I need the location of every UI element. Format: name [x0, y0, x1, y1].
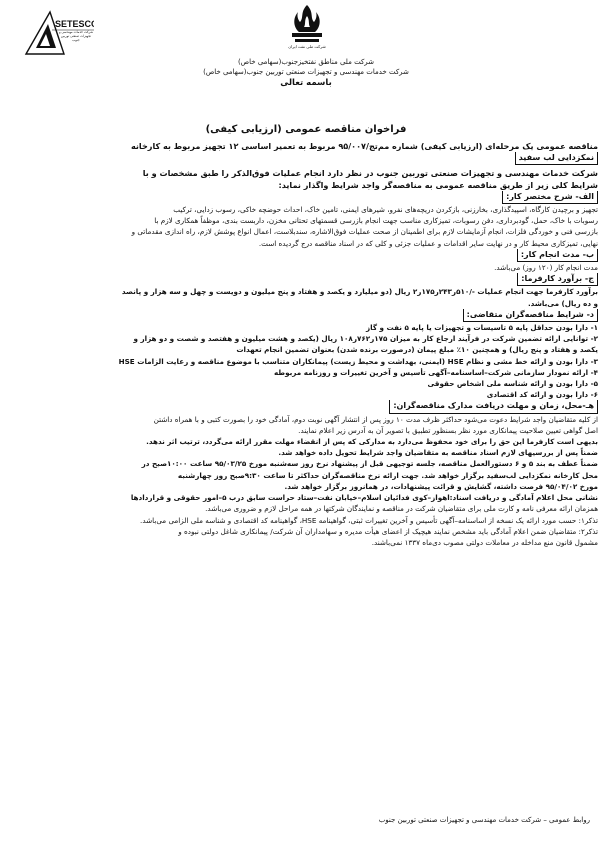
page-title: فراخوان مناقصه عمومی (ارزیابی کیفی): [205, 124, 407, 135]
address-line: همزمان ارائه معرفی نامه و کارت ملی برای متقاضیان شرکت در مناقصه و نمایندگان شرکتها در همه مراحل لازم و ضروری می‌باشد.: [205, 504, 598, 514]
section-d-item: ۵- دارا بودن و ارائه شناسه ملی اشخاص حقوقی: [427, 379, 598, 389]
tender-notice-page: [14, 0, 598, 843]
company-name-1: شرکت ملی مناطق نفتخیزجنوب(سهامی خاص): [237, 58, 375, 66]
section-b-title: ب- مدت انجام کار:: [14, 249, 598, 262]
section-d-item: ۴- ارائه نمودار سازمانی شرکت–اساسنامه–آگهی تأسیس و آخرین تغییرات و روزنامه مربوطه: [273, 367, 598, 377]
nioc-logo: [282, 2, 332, 50]
address-line: نشانی محل اعلام آمادگی و دریافت اسناد:اهواز–کوی فدائیان اسلام–خیابان نفت–ستاد حراست سابق درب ۵–امور حقوقی و قراردادها: [130, 493, 598, 503]
section-a-line: رسوبات با خاک، حمل، گودبرداری، دفن رسوبات، تمیزکاری مناسب جهت انجام بازرسی قسمتهای تحتانی مخزن، داربست بندی، موظفاً همکاری لازم با: [154, 216, 598, 226]
section-e-line: از کلیه متقاضیان واجد شرایط دعوت می‌شود حداکثر ظرف مدت ۱۰ روز پس از انتشار آگهی نوبت دوم، آمادگی خود را بصورت کتبی و با همراه داشتن: [153, 414, 598, 424]
section-e-line-2: مورخ ۹۵/۰۴/۰۲ فرصت داشته، گشایش و قرائت پیشنهادات، در همانروز برگزار خواهد شد.: [284, 481, 598, 491]
header: [14, 46, 598, 89]
flame-emblem-icon: [282, 2, 332, 50]
section-d-item: ۱- دارا بودن حداقل پایه ۵ تاسیسات و تجهیزات یا پایه ۵ نفت و گاز: [366, 323, 598, 333]
section-c-title: ج- برآورد کارفرما:: [14, 273, 598, 286]
note-line: تذکر۲: متقاضیان ضمن اعلام آمادگی باید مشخص نمایند هیچیک از اعضای هیأت مدیره و سهامداران آن شرکت/ پیمانکاری شاغل دولتی نبوده و: [178, 526, 598, 536]
section-c-line: برآورد کارفرما جهت انجام عملیات -/۵۱۰ر۲۴۳ر۱۷۵ر۲ ریال (دو میلیارد و یکصد و هفتاد و پنج میلیون و دویست و چهل و سه هزار و پانصد: [121, 287, 598, 297]
section-e-line-2: محل کارخانه نمکزدایی لب‌سفید برگزار خواهد شد. جهت ارائه نرخ مناقصه‌گران حداکثر تا ساعت ۹:۳۰صبح روز چهارشنبه: [177, 470, 598, 480]
section-e-bold-2: ضمناً پس از بررسیهای لازم اسناد مناقصه به متقاضیان واجد شرایط تحویل داده خواهد شد.: [278, 448, 598, 458]
footer-signature: روابط عمومی – شرکت خدمات مهندسی و تجهیزات صنعتی توربین جنوب: [378, 816, 590, 824]
section-e-bold-1: بدیهی است کارفرما این حق را برای خود محفوظ می‌دارد به مدارکی که پس از انقضاء مهلت مقرر ارائه می‌گردد، ترتیب اثر ندهد.: [146, 437, 598, 447]
section-d-item: ۳- دارا بودن و ارائه خط مشی و نظام HSE (ایمنی، بهداشت و محیط زیست) پیمانکاران متناسب با موضوع مناقصه و رعایت الزامات HSE: [118, 356, 598, 366]
section-e-line: اصل گواهی تعیین صلاحیت پیمانکاری مورد نظر بسنظور تطبیق با تصویر آن به آدرس زیر اعلام نمایند.: [298, 425, 598, 435]
section-a-line: نهایی، تمیزکاری محیط کار و در نهایت سایر اقدامات و عملیات جزئی و کلی که در اسناد مناقصه درج گردیده است.: [258, 238, 598, 248]
section-d-title: د- شرایط مناقصه‌گران متقاضی:: [14, 309, 598, 322]
note-line: تذکر۱: حسب مورد ارائه یک نسخه از اساسنامه–آگهی تأسیس و آخرین تغییرات ثبتی، گواهینامه HSE، گواهینامه کد اقتصادی و شناسه ملی الزامی می‌باشد.: [140, 515, 598, 525]
intro-line-2: نمکزدایی لب سفید: [14, 152, 598, 165]
nioc-caption: شرکت ملی نفت ایران: [288, 44, 326, 49]
section-b-text: مدت انجام کار (۱۲۰ روز) می‌باشد.: [494, 263, 598, 273]
section-a-line: بازرسی فنی و خوردگی فلزات، انجام آزمایشات لازم برای اطمینان از صحت عملیات فوق‌الاشاره، سندبلاست، اعمال انواع پوشش لازم، راه اندازی مقدماتی و: [131, 227, 598, 237]
section-a-title: الف- شرح مختصر کار:: [14, 191, 598, 204]
section-a-line: تجهیز و برچیدن کارگاه، اسپیدگذاری، بخارزنی، بازکردن دریچه‌های نفرو، شیرهای ایمنی، تامین خاک، احداث حوضچه خاکی، رسوب زدایی، ترکیب: [173, 205, 598, 215]
section-d-item: یکصد و هفتاد و پنج ریال) و همچنین ۱۰٪ مبلغ پیمان (درصورت برنده شدن) بعنوان تضمین انجام تعهدات: [236, 345, 598, 355]
section-d-item: ۶- دارا بودن و ارائه کد اقتصادی: [486, 390, 598, 400]
note-line: مشمول قانون منع مداخله در معاملات دولتی مصوب دی‌ماه ۱۳۳۷ نمی‌باشند.: [371, 537, 598, 547]
notice-body: [14, 141, 598, 548]
intro-line-3: شرکت خدمات مهندسی و تجهیزات صنعتی توربین جنوب در نظر دارد انجام عملیات فوق‌الذکر را طبق مشخصات و با: [142, 168, 598, 179]
section-e-title: هـ-محل، زمان و مهلت دریافت مدارک مناقصه‌گران:: [14, 400, 598, 413]
section-c-line: و ده ریال) می‌باشد.: [527, 298, 598, 308]
setesco-text: SETESCO: [55, 19, 94, 29]
basmala: باسمه تعالی: [280, 78, 332, 88]
intro-line-1: مناقصه عمومی یک مرحله‌ای (ارزیابی کیفی) شماره مم‌تج/۹۵/۰۰۷ مربوط به تعمیر اساسی ۱۲ تجهیز مربوط به کارخانه: [130, 141, 598, 151]
intro-line-4: شرایط کلی زیر از طریق مناقصه عمومی به مناقصه‌گر واجد شرایط واگذار نماید:: [278, 179, 598, 190]
section-e-line-2: ضمناً عطف به بند ۵ و ۶ دستورالعمل مناقصه، جلسه توجیهی قبل از پیشنهاد نرخ روز سه‌شنبه مورخ ۹۵/۰۳/۲۵ ساعت ۱۰:۰۰صبح در: [141, 459, 598, 469]
setesco-caption: شرکت خدمات مهندسی و تجهیزات صنعتی توربین جنوب: [58, 30, 94, 42]
section-d-item: ۲- توانایی ارائه تضمین شرکت در فرآیند ارجاع کار به میزان ۱۷۵ر۷۶۲ر۱۰۸ ریال (یکصد و هشت میلیون و هفتصد و شصت و دو هزار و: [133, 334, 598, 344]
company-name-2: شرکت خدمات مهندسی و تجهیزات صنعتی توربین جنوب(سهامی خاص): [203, 67, 409, 76]
